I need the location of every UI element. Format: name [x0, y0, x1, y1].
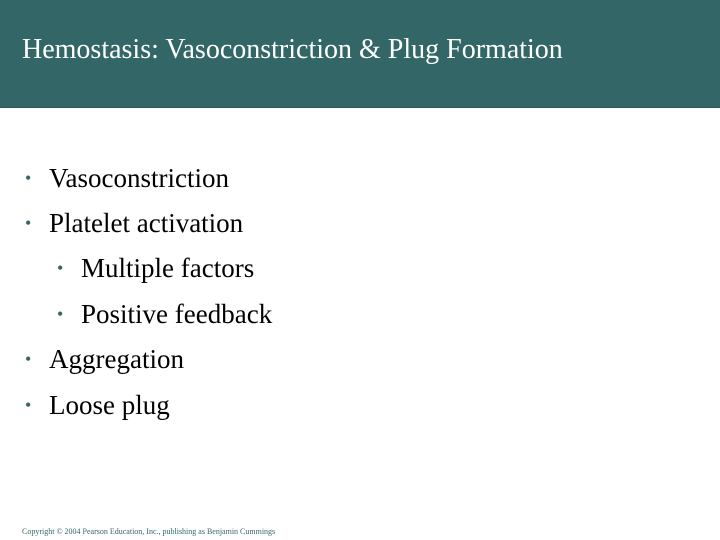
bullet-marker: • — [25, 213, 32, 233]
bullet-marker: • — [25, 168, 32, 188]
bullet-item — [25, 344, 184, 375]
sub-bullet-item — [57, 299, 272, 330]
bullet-marker: • — [57, 258, 64, 278]
bullet-marker: • — [25, 395, 32, 415]
bullet-item — [25, 163, 229, 194]
slide-title: Hemostasis: Vasoconstriction & Plug Formation — [22, 34, 563, 65]
bullet-item — [25, 390, 170, 421]
bullet-text: Loose plug — [49, 390, 170, 420]
bullet-text: Platelet activation — [49, 208, 244, 238]
sub-bullet-item — [57, 253, 254, 284]
bullet-marker: • — [57, 304, 64, 324]
copyright-footer: Copyright © 2004 Pearson Education, Inc., publishing as Benjamin Cummings — [22, 527, 276, 536]
bullet-marker: • — [25, 349, 32, 369]
bullet-item — [25, 208, 243, 239]
bullet-text: Aggregation — [49, 344, 184, 374]
bullet-text: Positive feedback — [81, 299, 273, 329]
bullet-text: Vasoconstriction — [49, 163, 229, 193]
bullet-text: Multiple factors — [81, 253, 255, 283]
